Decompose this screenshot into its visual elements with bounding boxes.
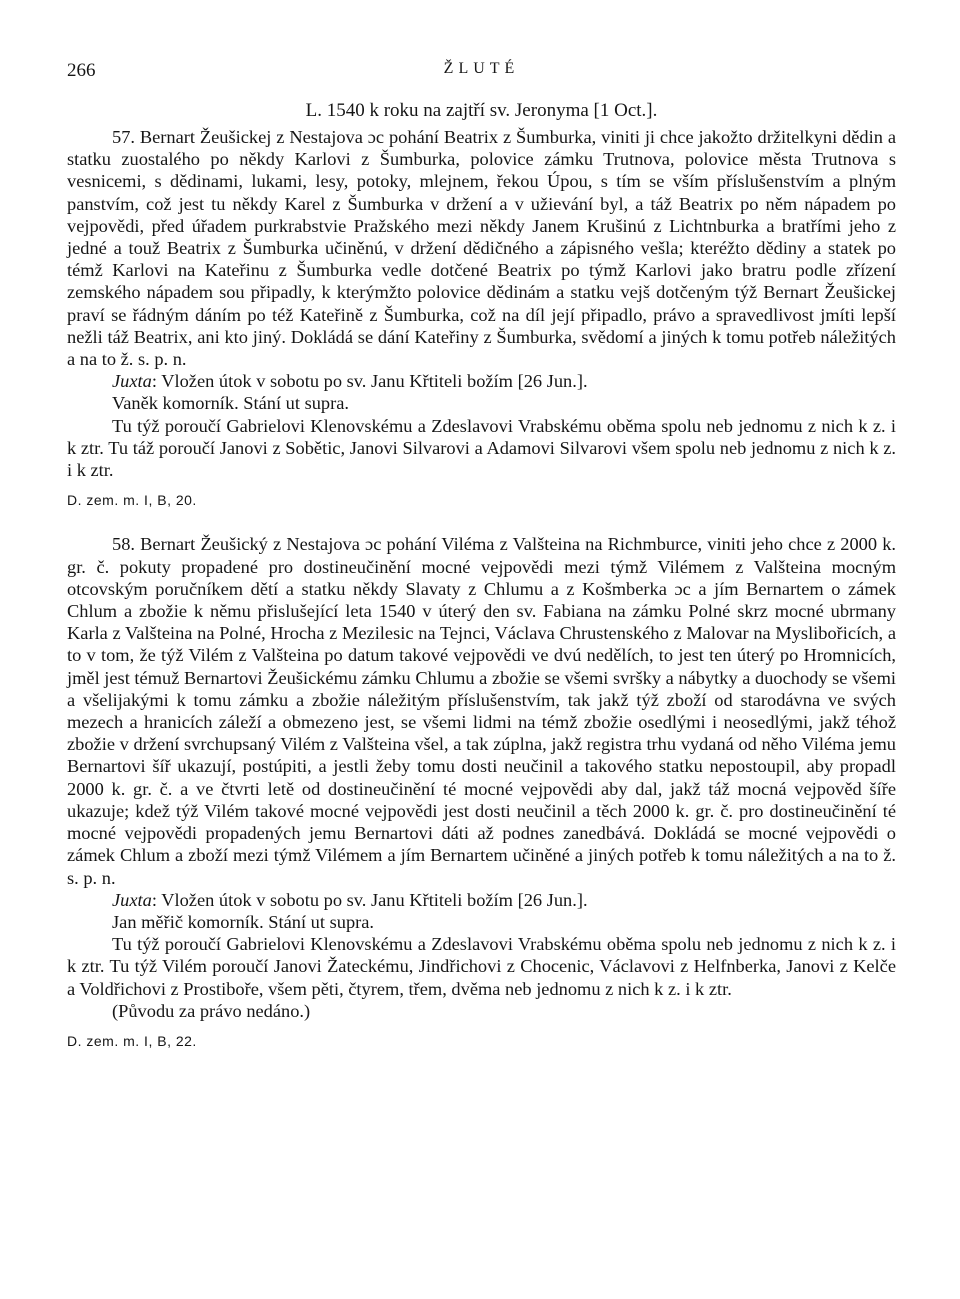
entry-58: [67, 533, 896, 1052]
document-body: [67, 126, 896, 1052]
commission-text: Tu týž poroučí Gabrielovi Klenovskému a Zdeslavovi Vrabskému oběma spolu neb jednomu z nich k z. i k ztr. Tu táž poroučí Janovi z Sobětic, Janovi Silvarovi a Adamovi Silvarovi všem spolu neb jednomu z nich k z. i k ztr.: [67, 415, 896, 481]
clerk-line: Jan měřič komorník. Stání ut supra.: [112, 911, 375, 932]
juxta-text: : Vložen útok v sobotu po sv. Janu Křtiteli božím [26 Jun.].: [151, 889, 588, 910]
entry-57: [67, 126, 896, 511]
running-title: ŽLUTÉ: [443, 60, 520, 77]
note-line: (Původu za právo nedáno.): [112, 1000, 311, 1021]
page-header: [67, 60, 896, 86]
clerk-line: Vaněk komorník. Stání ut supra.: [112, 393, 350, 414]
entry-separator: [67, 511, 896, 533]
source-reference: D. zem. m. I, B, 22.: [67, 1032, 197, 1049]
page-number: 266: [67, 60, 96, 81]
juxta-line: [67, 889, 896, 911]
source-reference: D. zem. m. I, B, 20.: [67, 492, 197, 509]
juxta-label: Juxta: [112, 371, 152, 392]
juxta-label: Juxta: [112, 889, 152, 910]
commission-text: Tu týž poroučí Gabrielovi Klenovskému a Zdeslavovi Vrabskému oběma spolu neb jednomu z nich k z. i k ztr. Tu týž Vilém poroučí Janovi Žateckému, Jindřichovi z Chocenic, Václavovi z Helfnberka, Janovi z Kelče a Voldřichovi z Prostiboře, všem pěti, čtyrem, třem, dvěma neb jednomu z nich k z. i k ztr.: [67, 934, 896, 999]
juxta-line: [67, 370, 896, 392]
entry-text: 58. Bernart Žeušický z Nestajova ɔc pohání Viléma z Valšteina na Richmburce, viniti jeho chce z 2000 k. gr. č. pokuty propadené pro dostineučinění mocné vejpovědi mezi týmž Vilémem z Valšteina mocným otcovským poručníkem dětí a statku někdy Slavaty z Chlumu a z Košmberka ɔc a jím Bernartem o zámek Chlum a zbožie k němu přislušející leta 1540 v úterý den sv. Fabiana na zámku Polné skrz mocné ubrmany Karla z Valšteina na Polné, Hrocha z Mezilesic na Tejnci, Václava Chrustenského z Malovar na Myslibořicích, a to v tom, že týž Vilém z Valšteina po datum takové vejpovědi ve dvú nedělích, to jest ten úterý po Hromnicích, jměl jest témuž Bernartovi Žeušickému zámku Chlumu a zbožie se všemi svršky a nábytky a duochody se všemi a všelijakými k tomu zámku a zbožie náležitým příslušenstvím, tak jakž týž zboží od starodávna ve svých mezech a hranicích záleží a obmezeno jest, se všemi lidmi na témž zbožie osedlými i neosedlými, jakž téhož zbožie v držení svrchupsaný Vilém z Valšteina všel, a tak zúplna, jakž registra trhu vydaná od něho Viléma jemu Bernartovi šíř ukazují, postúpiti, a jestli žeby tomu dosti neučinil a takového statku nepostoupil, aby propadl 2000 k. gr. č. a ve čtvrti letě od dostineučinění té mocné vejpovědi aby dal, jakž táž mocná vejpověd šíře ukazuje; kdež týž Vilém takové mocné vejpovědi jest dosti neučinil a těch 2000 k. gr. č. pro dostineučinění té mocné vejpovědi propadených jemu Bernartovi dáti až podnes zanedbává. Dokládá se mocné vejpovědi o zámek Chlum a zboží mezi týmž Vilémem a jím Bernartem učiněné a jiných potřeb k tomu náležitých a na to ž. s. p. n.: [67, 534, 896, 888]
entry-text: 57. Bernart Žeušickej z Nestajova ɔc pohání Beatrix z Šumburka, viniti ji chce jakožto držitelkyni dědin a statku zuostalého po někdy Karlovi z Šumburka, polovice zámku Trutnova, polovice města Trutnova s vesnicemi, s dědinami, lukami, lesy, potoky, mlejnem, řekou Úpou, s tím se vším příslušenstvím a plným panstvím, což jest tu někdy Karel z Šumburka v držení a v užievání byl, a táž Beatrix po něm nápadem po vejpovědi, před úřadem purkrabstvie Pražského mezi někdy Janem Krušinú z Lichtnburka a bratřími jeho z jedné a touž Beatrix z Šumburka učiněnú, v držení dědičného a zápisného vešla; kteréžto dědiny a statek po témž Karlovi na Kateřinu z Šumburka vedle dotčené Beatrix po týmž Karlovi jako bratru podle zřízení zemského nápadem sou připadly, k kterýmžto polovice dědinám a statku vejš dotčeným týž Bernart Žeušickej praví se řádným dáním po též Kateřině z Šumburka, což na díl její připadlo, právo a spravedlivost jmíti lepší nežli táž Beatrix, ani kto jiný. Dokládá se dání Kateřiny z Šumburka, svědomí a jiných k tomu potřeb náležitých a na to ž. s. p. n.: [67, 127, 896, 370]
juxta-text: : Vložen útok v sobotu po sv. Janu Křtiteli božím [26 Jun.].: [151, 371, 588, 392]
section-heading: L. 1540 k roku na zajtří sv. Jeronyma [1 Oct.].: [305, 100, 658, 121]
